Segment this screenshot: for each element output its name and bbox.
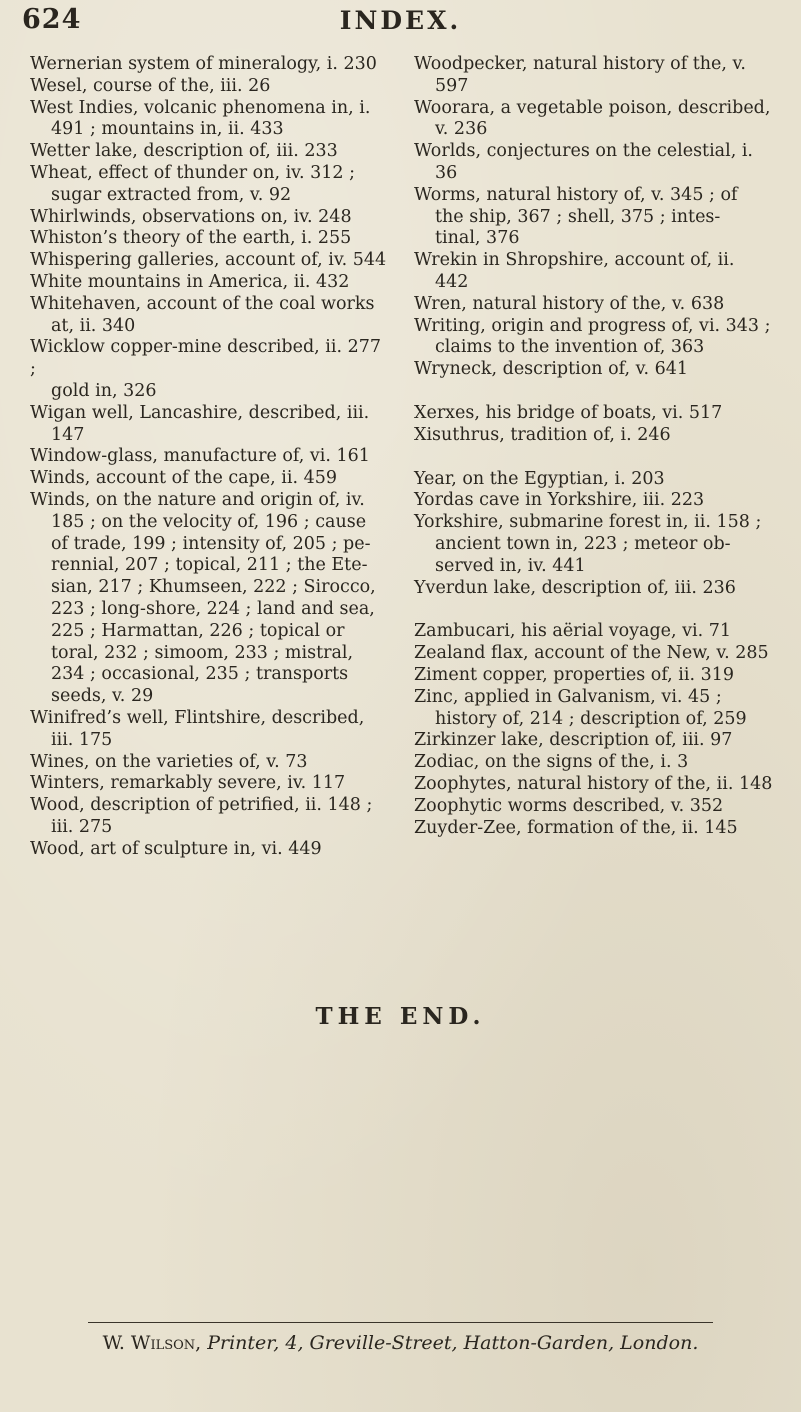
index-entry-continuation: 185 ; on the velocity of, 196 ; cause (51, 511, 367, 532)
index-entry (30, 76, 390, 98)
index-entry (30, 54, 390, 76)
index-entry-line: Zambucari, his aërial voyage, vi. 71 (414, 621, 732, 642)
index-entry-line: Zodiac, on the signs of the, i. 3 (414, 752, 689, 773)
index-entry-line: Woodpecker, natural history of the, v. (414, 54, 746, 74)
index-entry-line: Xisuthrus, tradition of, i. 246 (414, 424, 671, 445)
index-entry-line: Wrekin in Shropshire, account of, ii. (414, 250, 735, 271)
index-entry-continuation: v. 236 (435, 119, 488, 140)
index-entry-continuation: 147 (51, 424, 85, 445)
index-entry-continuation: tinal, 376 (435, 228, 520, 249)
index-entry-line: Wren, natural history of the, v. 638 (414, 293, 725, 314)
index-entry (30, 337, 390, 402)
index-entry (414, 687, 782, 731)
index-entry (30, 708, 390, 752)
index-entry (30, 446, 390, 468)
index-entry-continuation: seeds, v. 29 (51, 686, 154, 707)
index-entry (30, 207, 390, 229)
index-entry (414, 818, 782, 840)
index-entry-line: Writing, origin and progress of, vi. 343 ; (414, 315, 771, 336)
index-entry-line: Zoophytic worms described, v. 352 (414, 795, 724, 816)
index-entry-continuation: iii. 275 (51, 816, 113, 837)
index-entry (30, 403, 390, 447)
the-end: THE END. (315, 1003, 486, 1030)
index-column-left (30, 54, 390, 860)
index-entry-continuation: 234 ; occasional, 235 ; transports (51, 664, 349, 685)
index-entry (414, 316, 782, 360)
index-entry-line: Yorkshire, submarine forest in, ii. 158 ; (414, 512, 762, 533)
index-entry (414, 98, 782, 142)
index-entry (414, 512, 782, 577)
index-entry-continuation: 36 (435, 162, 458, 183)
index-entry-line: Whiston’s theory of the earth, i. 255 (30, 228, 352, 249)
running-head: INDEX. (339, 6, 462, 35)
index-entry (30, 163, 390, 207)
index-entry (30, 752, 390, 774)
page-number: 624 (22, 4, 82, 35)
printer-name: W. Wilson, (102, 1332, 202, 1354)
index-entry-line: Woorara, a vegetable poison, described, (414, 97, 771, 118)
index-entry-line: Xerxes, his bridge of boats, vi. 517 (414, 402, 723, 423)
index-entry-line: Wetter lake, description of, iii. 233 (30, 141, 338, 162)
index-entry (414, 490, 782, 512)
index-entry (414, 250, 782, 294)
index-entry (30, 795, 390, 839)
printer-imprint (0, 1332, 801, 1354)
index-entry-line: Whirlwinds, observations on, iv. 248 (30, 206, 352, 227)
index-entry (30, 294, 390, 338)
index-entry-continuation: served in, iv. 441 (435, 555, 586, 576)
index-entry (414, 643, 782, 665)
index-entry-continuation: sugar extracted from, v. 92 (51, 184, 292, 205)
index-entry-continuation: 223 ; long-shore, 224 ; land and sea, (51, 598, 375, 619)
index-entry (414, 621, 782, 643)
index-entry (30, 141, 390, 163)
index-entry (414, 141, 782, 185)
letter-section-gap (414, 599, 782, 621)
index-entry (414, 469, 782, 491)
index-entry-continuation: 491 ; mountains in, ii. 433 (51, 119, 284, 140)
index-entry (414, 665, 782, 687)
printer-address: Printer, 4, Greville-Street, Hatton-Garden, London. (201, 1332, 699, 1354)
index-entry-continuation: 442 (435, 271, 469, 292)
index-entry (414, 752, 782, 774)
index-entry-continuation: claims to the invention of, 363 (435, 337, 705, 358)
index-entry-line: Zinc, applied in Galvanism, vi. 45 ; (414, 686, 722, 707)
index-entry-line: Wood, art of sculpture in, vi. 449 (30, 838, 322, 859)
index-entry (414, 294, 782, 316)
index-entry (414, 774, 782, 796)
index-entry-line: Wigan well, Lancashire, described, iii. (30, 402, 370, 423)
index-entry-continuation: of trade, 199 ; intensity of, 205 ; pe- (51, 533, 371, 554)
index-entry-continuation: 597 (435, 75, 469, 96)
index-entry-line: Year, on the Egyptian, i. 203 (414, 468, 665, 489)
index-entry (414, 54, 782, 98)
index-entry-line: Worlds, conjectures on the celestial, i. (414, 141, 753, 162)
index-entry-line: Wesel, course of the, iii. 26 (30, 75, 271, 96)
index-entry-line: Wood, description of petrified, ii. 148 ; (30, 795, 373, 816)
index-entry-continuation: the ship, 367 ; shell, 375 ; intes- (435, 206, 721, 227)
index-entry-line: Ziment copper, properties of, ii. 319 (414, 664, 735, 685)
index-entry-line: Winters, remarkably severe, iv. 117 (30, 773, 346, 794)
index-entry (30, 272, 390, 294)
letter-section-gap (414, 381, 782, 403)
index-entry (30, 228, 390, 250)
index-entry-line: Yordas cave in Yorkshire, iii. 223 (414, 490, 705, 511)
index-entry (30, 490, 390, 708)
index-entry (30, 250, 390, 272)
index-entry-line: Worms, natural history of, v. 345 ; of (414, 184, 738, 205)
index-entry (414, 796, 782, 818)
index-entry-line: West Indies, volcanic phenomena in, i. (30, 97, 371, 118)
index-entry-continuation: at, ii. 340 (51, 315, 136, 336)
index-entry-line: Wryneck, description of, v. 641 (414, 359, 688, 380)
index-entry-line: Window-glass, manufacture of, vi. 161 (30, 446, 370, 467)
index-entry-line: Winifred’s well, Flintshire, described, (30, 707, 365, 728)
index-entry-continuation: ancient town in, 223 ; meteor ob- (435, 533, 731, 554)
letter-section-gap (414, 447, 782, 469)
index-entry (30, 773, 390, 795)
index-entry-line: Winds, account of the cape, ii. 459 (30, 468, 338, 489)
index-entry-line: Wicklow copper-mine described, ii. 277 ; (30, 337, 382, 380)
index-entry (30, 839, 390, 861)
index-entry-continuation: rennial, 207 ; topical, 211 ; the Ete- (51, 555, 368, 576)
index-column-right (414, 54, 782, 839)
index-entry-line: Wheat, effect of thunder on, iv. 312 ; (30, 162, 355, 183)
index-entry (30, 98, 390, 142)
index-entry (30, 468, 390, 490)
index-entry-continuation: toral, 232 ; simoom, 233 ; mistral, (51, 642, 354, 663)
index-entry (414, 403, 782, 425)
index-entry (414, 425, 782, 447)
index-entry (414, 578, 782, 600)
index-entry-line: Zoophytes, natural history of the, ii. 148 (414, 773, 773, 794)
index-entry-line: Winds, on the nature and origin of, iv. (30, 489, 365, 510)
index-entry-continuation: sian, 217 ; Khumseen, 222 ; Sirocco, (51, 577, 376, 598)
index-entry-line: Wernerian system of mineralogy, i. 230 (30, 54, 377, 74)
index-entry-continuation: gold in, 326 (51, 380, 157, 401)
index-entry-line: Whispering galleries, account of, iv. 544 (30, 250, 387, 271)
index-entry (414, 185, 782, 250)
index-entry-line: Zealand flax, account of the New, v. 285 (414, 643, 769, 664)
index-entry-line: White mountains in America, ii. 432 (30, 271, 350, 292)
index-entry (414, 730, 782, 752)
index-entry-line: Zirkinzer lake, description of, iii. 97 (414, 730, 733, 751)
index-entry-continuation: 225 ; Harmattan, 226 ; topical or (51, 620, 345, 641)
index-entry-line: Zuyder-Zee, formation of the, ii. 145 (414, 817, 738, 838)
index-entry-line: Whitehaven, account of the coal works (30, 293, 375, 314)
index-entry-line: Yverdun lake, description of, iii. 236 (414, 577, 736, 598)
imprint-rule (88, 1322, 713, 1323)
index-entry-continuation: iii. 175 (51, 729, 113, 750)
index-entry-continuation: history of, 214 ; description of, 259 (435, 708, 747, 729)
index-entry-line: Wines, on the varieties of, v. 73 (30, 751, 308, 772)
index-entry (414, 359, 782, 381)
